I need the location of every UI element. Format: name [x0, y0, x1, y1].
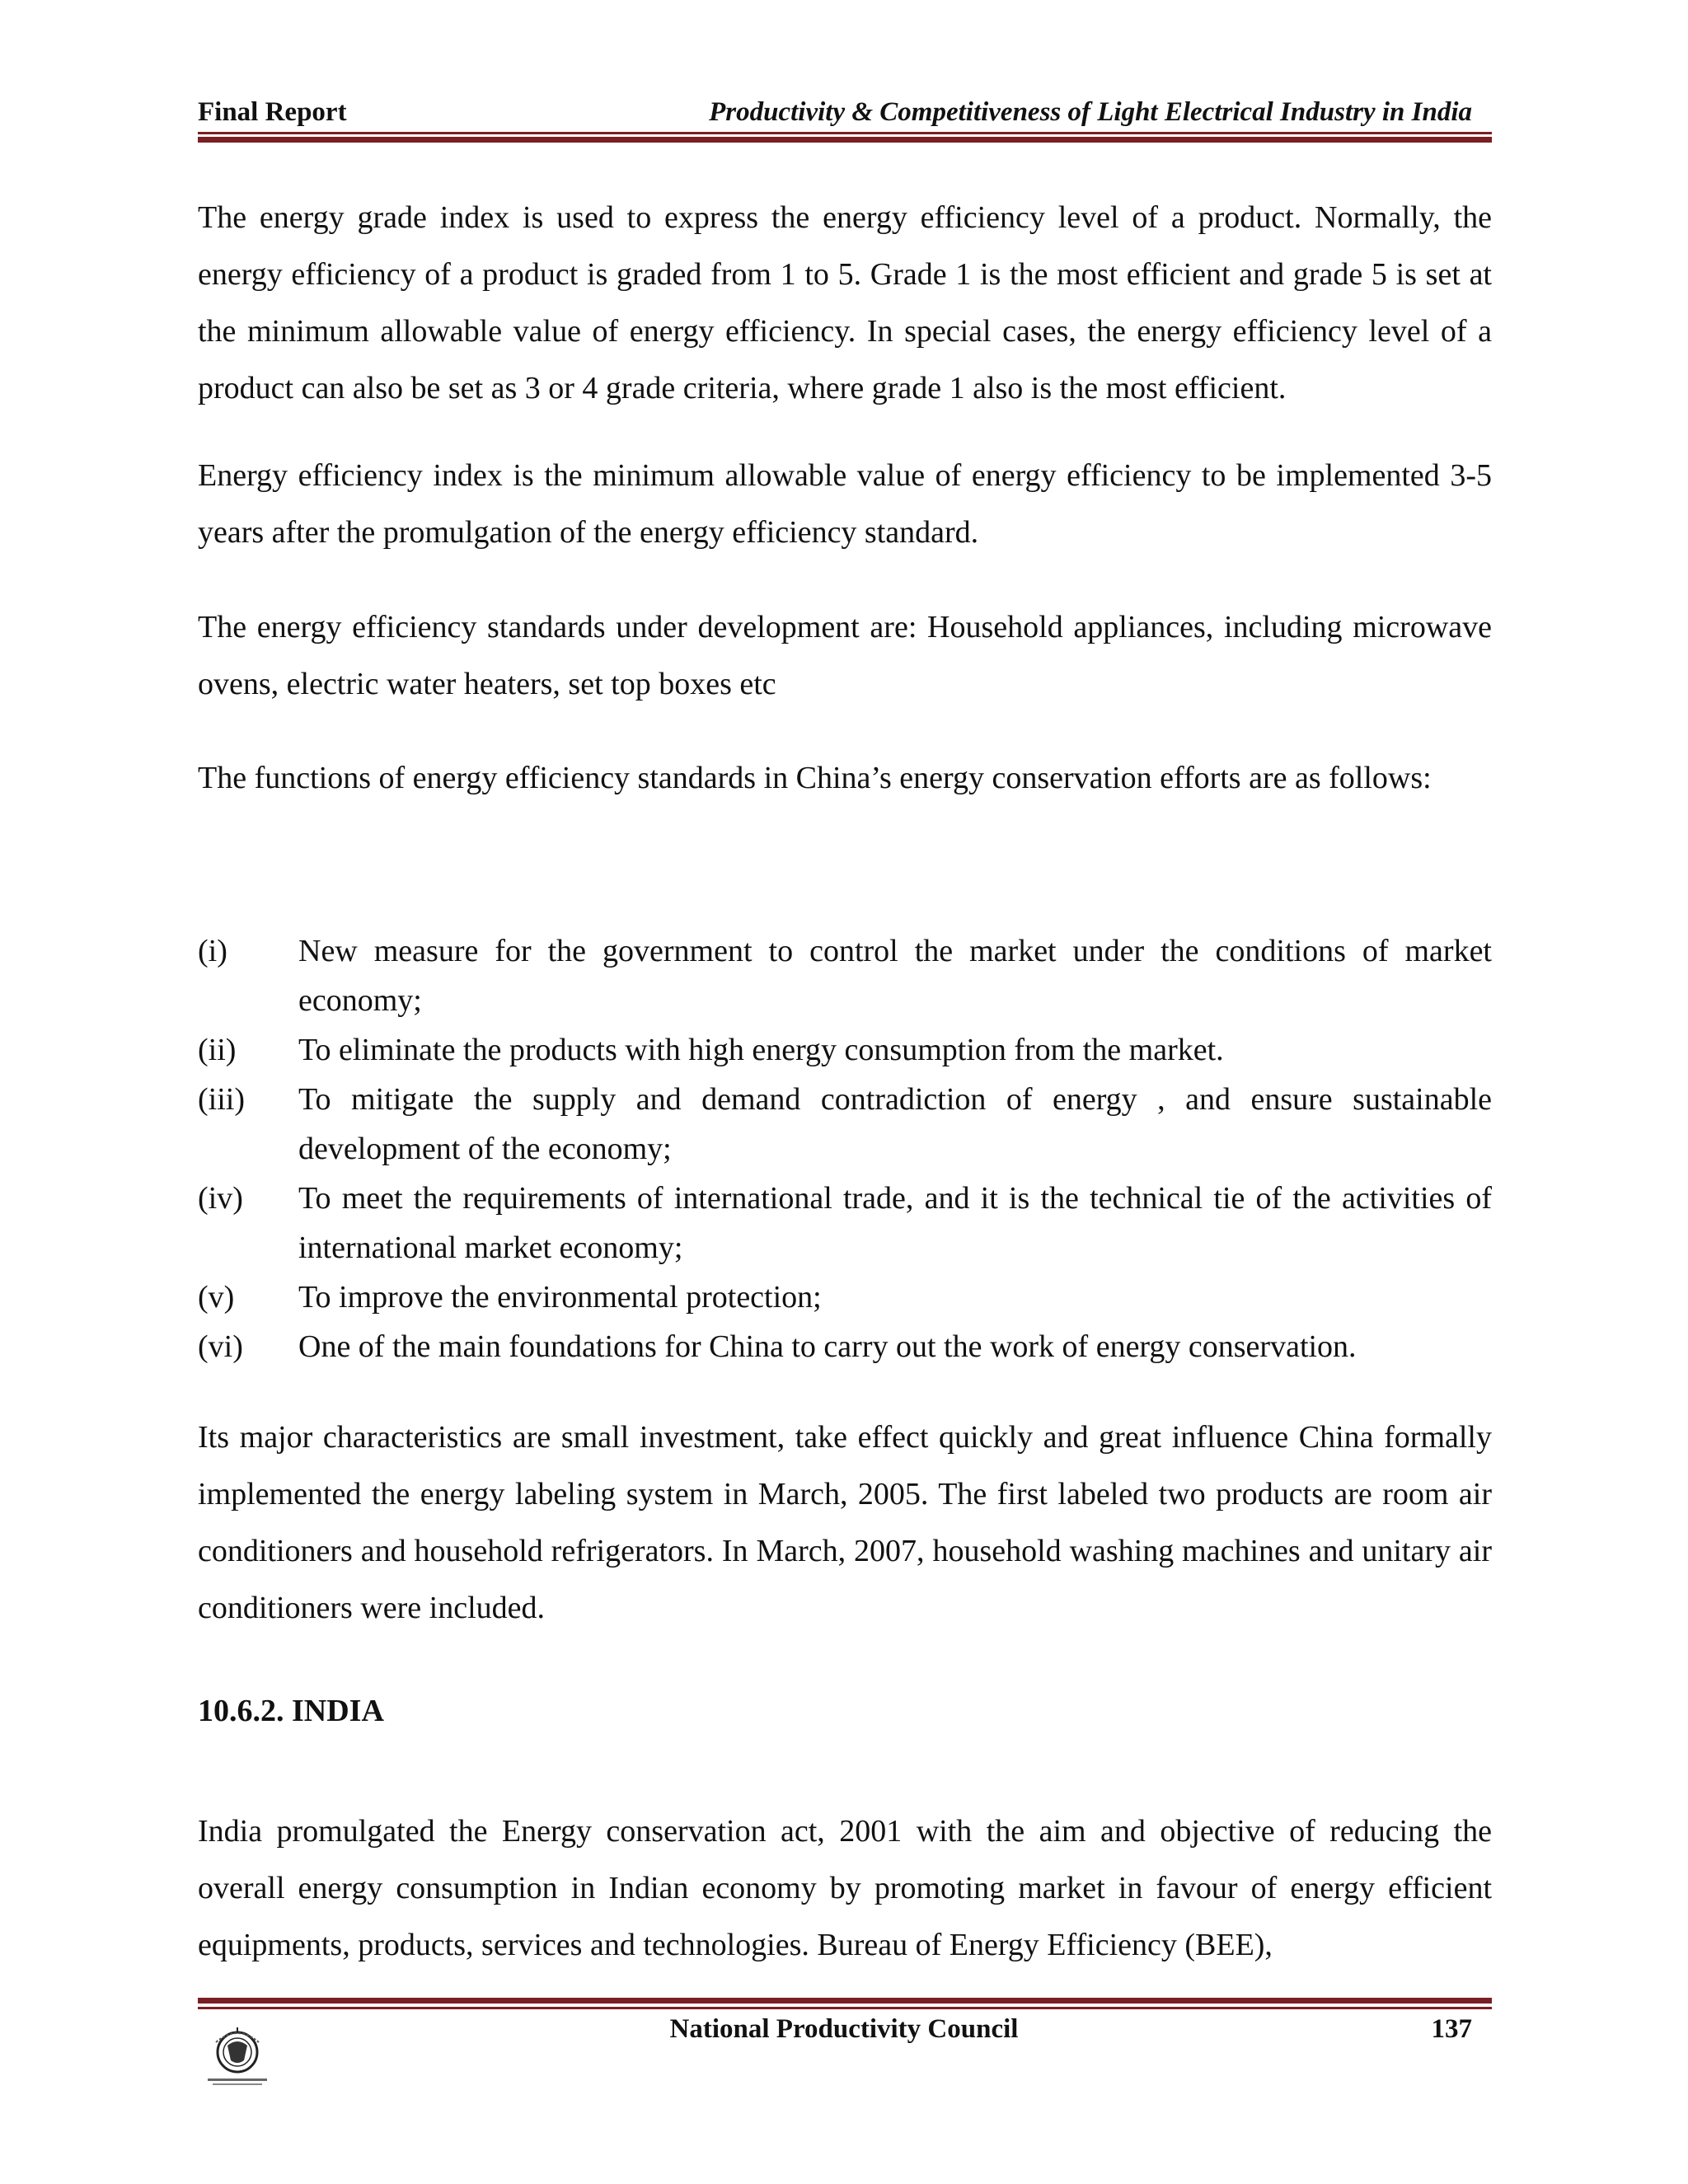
list-item-number: (v)	[198, 1280, 235, 1315]
header-rule-thick	[198, 137, 1492, 143]
list-item-number: (i)	[198, 934, 227, 968]
list-item-number: (vi)	[198, 1329, 243, 1364]
list-item-text: To eliminate the products with high energy consumption from the market.	[298, 1033, 1224, 1067]
paragraph-standards-under-development: The energy efficiency standards under development are: Household appliances, including microwave ovens, electric water heaters, set top boxes etc	[198, 610, 1492, 701]
section-heading-india: 10.6.2. INDIA	[198, 1694, 384, 1728]
list-item	[198, 1075, 1492, 1174]
paragraph-energy-grade-index: The energy grade index is used to express the energy efficiency level of a product. Normally, the energy efficiency of a product is graded from 1 to 5. Grade 1 is the most efficient and grade 5 is set at the minimum allowable value of energy efficiency. In special cases, the energy efficiency level of a product can also be set as 3 or 4 grade criteria, where grade 1 also is the most efficient.	[198, 200, 1492, 405]
list-item	[198, 1322, 1492, 1371]
list-item	[198, 1025, 1492, 1075]
footer-title: National Productivity Council	[669, 2014, 1019, 2044]
footer-rule-thick	[198, 1998, 1492, 2004]
header-rule-thin	[198, 132, 1492, 134]
list-item-text: To mitigate the supply and demand contradiction of energy , and ensure sustainable development of the economy;	[298, 1082, 1492, 1166]
functions-list	[198, 926, 1492, 1371]
list-item-text: New measure for the government to control the market under the conditions of market economy;	[298, 934, 1492, 1018]
footer-rule-thin	[198, 2007, 1492, 2009]
list-item	[198, 926, 1492, 1025]
list-item-text: To meet the requirements of international trade, and it is the technical tie of the activities of international market economy;	[298, 1181, 1492, 1265]
paragraph-india-conservation-act: India promulgated the Energy conservation act, 2001 with the aim and objective of reducing the overall energy consumption in Indian economy by promoting market in favour of energy efficient equipments, products, services and technologies. Bureau of Energy Efficiency (BEE),	[198, 1814, 1492, 1962]
page-number: 137	[1431, 2014, 1472, 2044]
list-item	[198, 1174, 1492, 1272]
list-item-number: (iii)	[198, 1082, 245, 1117]
paragraph-energy-efficiency-index: Energy efficiency index is the minimum allowable value of energy efficiency to be implemented 3-5 years after the promulgation of the energy efficiency standard.	[198, 458, 1492, 550]
header-right-title: Productivity & Competitiveness of Light Electrical Industry in India	[709, 97, 1472, 127]
paragraph-functions-intro: The functions of energy efficiency standards in China’s energy conservation efforts are as follows:	[198, 761, 1432, 795]
paragraph-major-characteristics: Its major characteristics are small investment, take effect quickly and great influence China formally implemented the energy labeling system in March, 2005. The first labeled two products are room air conditioners and household refrigerators. In March, 2007, household washing machines and unitary air conditioners were included.	[198, 1420, 1492, 1625]
header-left-title: Final Report	[198, 97, 347, 127]
list-item-number: (iv)	[198, 1181, 243, 1216]
list-item	[198, 1272, 1492, 1322]
list-item-text: One of the main foundations for China to carry out the work of energy conservation.	[298, 1329, 1357, 1364]
list-item-text: To improve the environmental protection;	[298, 1280, 822, 1315]
list-item-number: (ii)	[198, 1033, 237, 1067]
